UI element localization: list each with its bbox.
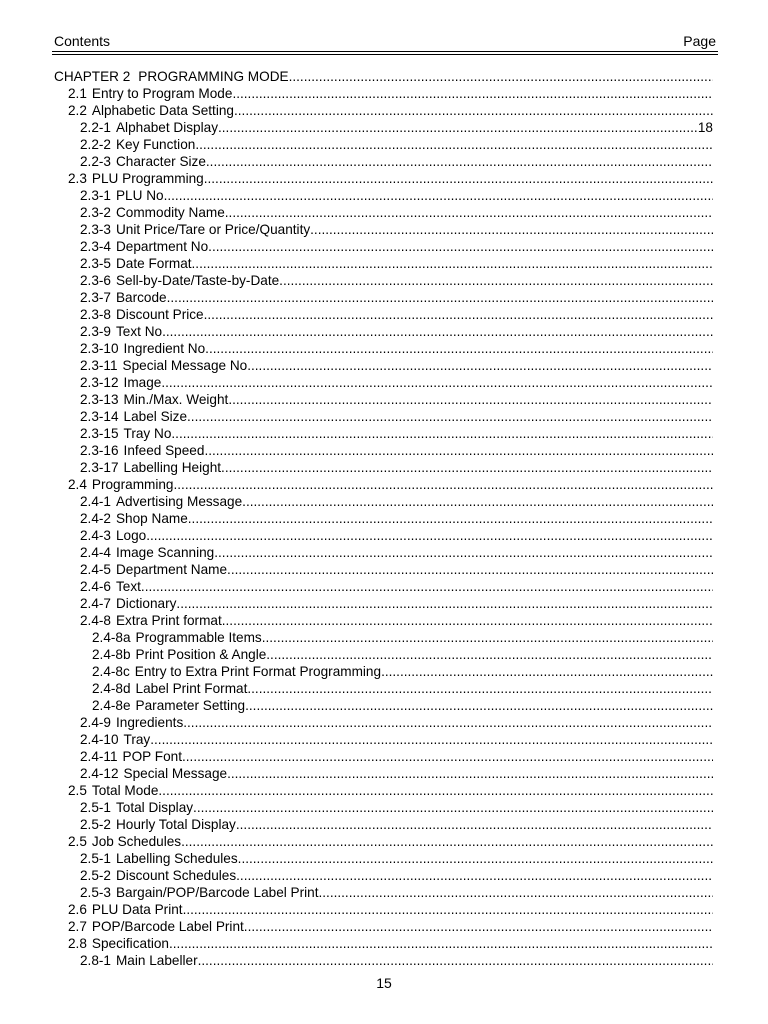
toc-entry-number: 2.4-8d (92, 681, 131, 696)
toc-entry-number: 2.2-2 (80, 137, 111, 152)
toc-entry-number: 2.5 (68, 783, 87, 798)
toc-entry-title: PLU Programming (91, 171, 204, 186)
toc-entry[interactable] (54, 459, 713, 476)
toc-entry[interactable] (54, 918, 713, 935)
toc-entry-leader-dots (214, 544, 713, 561)
toc-entry-number: 2.4-8e (92, 698, 131, 713)
toc-entry[interactable] (54, 136, 713, 153)
toc-entry-leader-dots (232, 85, 713, 102)
toc-entry-number: 2.3-12 (80, 375, 119, 390)
toc-entry[interactable] (54, 391, 713, 408)
toc-entry[interactable] (54, 850, 713, 867)
toc-entry[interactable] (54, 680, 713, 697)
toc-entry-number: 2.4-8a (92, 630, 131, 645)
toc-entry-title: Text No. (115, 324, 166, 339)
toc-entry-leader-dots (238, 850, 713, 867)
toc-entry-leader-dots (236, 867, 713, 884)
toc-entry-number: 2.2 (68, 103, 87, 118)
toc-entry-title: Programmable Items (135, 630, 262, 645)
toc-entry-number: CHAPTER 2 (54, 69, 131, 84)
toc-entry-number: 2.3-6 (80, 273, 111, 288)
toc-entry[interactable] (54, 612, 713, 629)
toc-entry-title: Ingredients (115, 715, 184, 730)
toc-entry-title: Unit Price/Tare or Price/Quantity (115, 222, 311, 237)
toc-entry-title: Commodity Name (115, 205, 225, 220)
toc-entry-number: 2.3-17 (80, 460, 119, 475)
toc-entry-title: Programming (91, 477, 174, 492)
toc-entry-title: Department No. (115, 239, 212, 254)
toc-entry-leader-dots (169, 935, 713, 952)
toc-entry-leader-dots (192, 255, 713, 272)
toc-entry-title: Alphabetic Data Setting (91, 103, 234, 118)
toc-entry-leader-dots (193, 799, 713, 816)
page-header (54, 33, 716, 51)
toc-entry-leader-dots (150, 731, 713, 748)
toc-entry-title: POP/Barcode Label Print (91, 919, 244, 934)
toc-entry-number: 2.4-8 (80, 613, 111, 628)
toc-entry-leader-dots (161, 374, 713, 391)
toc-entry-number: 2.5-1 (80, 800, 111, 815)
toc-entry-title: Print Position & Angle (135, 647, 267, 662)
toc-entry-number: 2.4-11 (80, 749, 118, 764)
toc-entry[interactable] (54, 561, 713, 578)
toc-entry-title: PLU No. (115, 188, 168, 203)
toc-entry-leader-dots (381, 663, 713, 680)
toc-entry-number: 2.4-6 (80, 579, 111, 594)
toc-entry-number: 2.4-8c (92, 664, 130, 679)
toc-entry-number: 2.4-5 (80, 562, 111, 577)
toc-entry-number: 2.4-2 (80, 511, 111, 526)
toc-entry-title: Logo (115, 528, 147, 543)
toc-entry[interactable] (54, 493, 713, 510)
toc-entry-leader-dots (204, 306, 713, 323)
toc-entry-number: 2.3-14 (80, 409, 119, 424)
toc-entry-number: 2.4-9 (80, 715, 111, 730)
toc-entry-leader-dots (181, 833, 713, 850)
toc-entry-title: Tray (123, 732, 151, 747)
toc-entry[interactable] (54, 952, 713, 969)
toc-entry-number: 2.7 (68, 919, 87, 934)
toc-entry-number: 2.3-5 (80, 256, 111, 271)
toc-entry[interactable] (54, 833, 713, 850)
toc-entry-title: Discount Schedules (115, 868, 237, 883)
header-rule-bottom (52, 54, 718, 55)
toc-entry-title: Special Message No. (122, 358, 251, 373)
toc-entry-title: Shop Name (115, 511, 188, 526)
toc-entry-number: 2.3-10 (80, 341, 119, 356)
toc-entry-title: Labelling Height (123, 460, 222, 475)
toc-entry-leader-dots (183, 714, 713, 731)
toc-entry[interactable] (54, 68, 713, 85)
toc-entry[interactable] (54, 935, 713, 952)
page-number: 15 (376, 975, 392, 991)
toc-entry-title: Label Size (123, 409, 188, 424)
toc-entry-leader-dots (204, 442, 713, 459)
toc-entry-number: 2.3 (68, 171, 87, 186)
toc-entry-number: 2.3-15 (80, 426, 119, 441)
toc-entry[interactable] (54, 595, 713, 612)
toc-entry-leader-dots (167, 289, 713, 306)
toc-entry-number: 2.3-9 (80, 324, 111, 339)
toc-entry-leader-dots (212, 238, 713, 255)
toc-entry[interactable] (54, 578, 713, 595)
toc-entry[interactable] (54, 85, 713, 102)
toc-entry-leader-dots (244, 918, 713, 935)
toc-entry-title: Sell-by-Date/Taste-by-Date (115, 273, 280, 288)
toc-entry-title: Main Labeller (115, 953, 198, 968)
toc-entry-title: Advertising Message (115, 494, 243, 509)
toc-entry-number: 2.3-2 (80, 205, 111, 220)
toc-entry-leader-dots (174, 476, 714, 493)
toc-entry[interactable] (54, 646, 713, 663)
toc-entry-number: 2.4 (68, 477, 87, 492)
toc-entry-title: Specification (91, 936, 169, 951)
toc-entry-title: Special Message (123, 766, 228, 781)
toc-entry[interactable] (54, 170, 713, 187)
toc-entry-page: 18 (697, 120, 713, 135)
toc-entry-title: Image Scanning (115, 545, 215, 560)
toc-entry-leader-dots (319, 884, 714, 901)
toc-entry-number: 2.5-1 (80, 851, 111, 866)
toc-entry-title: Department Name (115, 562, 228, 577)
toc-entry[interactable] (54, 901, 713, 918)
toc-entry-leader-dots (228, 391, 713, 408)
toc-entry-title: Infeed Speed (123, 443, 205, 458)
toc-entry[interactable] (54, 425, 713, 442)
toc-entry-leader-dots (266, 646, 713, 663)
toc-entry[interactable] (54, 884, 713, 901)
toc-entry-number: 2.3-7 (80, 290, 111, 305)
toc-entry[interactable] (54, 782, 713, 799)
toc-entry[interactable] (54, 527, 713, 544)
toc-entry-title: Barcode (115, 290, 167, 305)
toc-entry-title: Label Print Format (135, 681, 248, 696)
toc-entry-title: Image (123, 375, 162, 390)
toc-entry-number: 2.3-4 (80, 239, 111, 254)
toc-entry[interactable] (54, 476, 713, 493)
toc-entry-number: 2.3-1 (80, 188, 111, 203)
toc-entry-leader-dots (218, 119, 698, 136)
toc-entry[interactable] (54, 442, 713, 459)
toc-entry-leader-dots (188, 510, 713, 527)
toc-entry[interactable] (54, 765, 713, 782)
toc-entry-number: 2.4-4 (80, 545, 111, 560)
toc-entry[interactable] (54, 289, 713, 306)
toc-entry[interactable] (54, 323, 713, 340)
toc-entry[interactable] (54, 816, 713, 833)
toc-entry[interactable] (54, 255, 713, 272)
toc-entry-title: Date Format (115, 256, 192, 271)
toc-entry-leader-dots (227, 561, 713, 578)
toc-entry-title: Bargain/POP/Barcode Label Print (115, 885, 319, 900)
header-rule-top (52, 51, 718, 52)
toc-entry-title: Extra Print format (115, 613, 222, 628)
toc-entry[interactable] (54, 357, 713, 374)
toc-entry-title: Alphabet Display (115, 120, 218, 135)
toc-entry-leader-dots (167, 187, 713, 204)
toc-entry-leader-dots (227, 765, 713, 782)
toc-entry[interactable] (54, 408, 713, 425)
toc-entry-leader-dots (187, 408, 713, 425)
table-of-contents (54, 68, 713, 969)
toc-entry-leader-dots (310, 221, 713, 238)
header-contents-label: Contents (54, 33, 111, 49)
toc-entry-number: 2.1 (68, 86, 87, 101)
toc-entry-leader-dots (175, 425, 713, 442)
toc-entry-title: Min./Max. Weight (123, 392, 229, 407)
toc-entry-title: POP Font (122, 749, 182, 764)
toc-entry-number: 2.5-2 (80, 868, 111, 883)
toc-entry[interactable] (54, 510, 713, 527)
toc-entry-leader-dots (289, 68, 713, 85)
toc-entry-title: Key Function (115, 137, 196, 152)
toc-entry-title: Ingredient No. (123, 341, 209, 356)
toc-entry-leader-dots (209, 340, 713, 357)
toc-entry[interactable] (54, 221, 713, 238)
toc-entry[interactable] (54, 187, 713, 204)
toc-entry-title: Entry to Program Mode (91, 86, 233, 101)
toc-entry-number: 2.2-3 (80, 154, 111, 169)
toc-entry-leader-dots (251, 357, 713, 374)
toc-entry-title: PROGRAMMING MODE (138, 69, 289, 84)
header-page-label: Page (683, 33, 716, 49)
toc-entry[interactable] (54, 697, 713, 714)
toc-entry-title: PLU Data Print (91, 902, 183, 917)
toc-entry-title: Text (115, 579, 141, 594)
toc-entry-number: 2.4-1 (80, 494, 111, 509)
toc-entry-title: Job Schedules (91, 834, 182, 849)
toc-entry[interactable] (54, 374, 713, 391)
toc-entry-number: 2.6 (68, 902, 87, 917)
toc-entry-title: Total Display (115, 800, 194, 815)
toc-entry[interactable] (54, 119, 713, 136)
toc-entry-number: 2.4-7 (80, 596, 111, 611)
toc-entry[interactable] (54, 306, 713, 323)
toc-entry-leader-dots (245, 697, 713, 714)
toc-entry-leader-dots (225, 204, 713, 221)
toc-entry-leader-dots (222, 612, 713, 629)
toc-entry-leader-dots (206, 153, 713, 170)
toc-entry-leader-dots (182, 748, 713, 765)
toc-entry-leader-dots (183, 901, 713, 918)
toc-entry-number: 2.5 (68, 834, 87, 849)
toc-entry-number: 2.8-1 (80, 953, 111, 968)
toc-entry-title: Parameter Setting (135, 698, 246, 713)
toc-entry-number: 2.8 (68, 936, 87, 951)
toc-entry[interactable] (54, 340, 713, 357)
toc-entry[interactable] (54, 544, 713, 561)
toc-entry[interactable] (54, 748, 713, 765)
toc-entry-number: 2.4-8b (92, 647, 131, 662)
toc-entry[interactable] (54, 629, 713, 646)
toc-entry-title: Dictionary (115, 596, 177, 611)
toc-entry[interactable] (54, 272, 713, 289)
toc-entry-title: Hourly Total Display (115, 817, 236, 832)
toc-entry[interactable] (54, 799, 713, 816)
toc-entry[interactable] (54, 714, 713, 731)
toc-entry-number: 2.3-13 (80, 392, 119, 407)
toc-entry-leader-dots (247, 680, 713, 697)
toc-entry-number: 2.3-11 (80, 358, 118, 373)
toc-entry-number: 2.4-3 (80, 528, 111, 543)
toc-entry-leader-dots (236, 816, 713, 833)
toc-entry-number: 2.2-1 (80, 120, 111, 135)
toc-entry-leader-dots (146, 527, 713, 544)
toc-entry-number: 2.3-8 (80, 307, 111, 322)
toc-entry[interactable] (54, 153, 713, 170)
toc-entry-number: 2.3-3 (80, 222, 111, 237)
toc-entry-leader-dots (195, 136, 713, 153)
toc-entry-leader-dots (141, 578, 713, 595)
toc-entry[interactable] (54, 204, 713, 221)
toc-entry-number: 2.3-16 (80, 443, 119, 458)
toc-entry-leader-dots (279, 272, 713, 289)
toc-entry[interactable] (54, 663, 713, 680)
toc-entry-title: Discount Price (115, 307, 204, 322)
toc-entry-leader-dots (242, 493, 713, 510)
toc-entry-leader-dots (262, 629, 713, 646)
toc-entry-number: 2.5-3 (80, 885, 111, 900)
toc-entry-leader-dots (158, 782, 713, 799)
toc-entry-title: Total Mode (91, 783, 159, 798)
toc-entry-leader-dots (234, 102, 713, 119)
toc-entry-leader-dots (198, 952, 713, 969)
toc-entry[interactable] (54, 238, 713, 255)
toc-entry-number: 2.4-10 (80, 732, 119, 747)
toc-entry-title: Character Size (115, 154, 206, 169)
toc-entry-leader-dots (166, 323, 713, 340)
toc-entry-title: Entry to Extra Print Format Programming (134, 664, 382, 679)
toc-entry[interactable] (54, 102, 713, 119)
toc-entry-title: Labelling Schedules (115, 851, 238, 866)
toc-entry-leader-dots (221, 459, 713, 476)
toc-entry-number: 2.4-12 (80, 766, 119, 781)
toc-entry[interactable] (54, 731, 713, 748)
toc-entry-number: 2.5-2 (80, 817, 111, 832)
toc-entry-title: Tray No. (123, 426, 176, 441)
toc-entry[interactable] (54, 867, 713, 884)
toc-entry-leader-dots (204, 170, 713, 187)
toc-entry-leader-dots (176, 595, 713, 612)
